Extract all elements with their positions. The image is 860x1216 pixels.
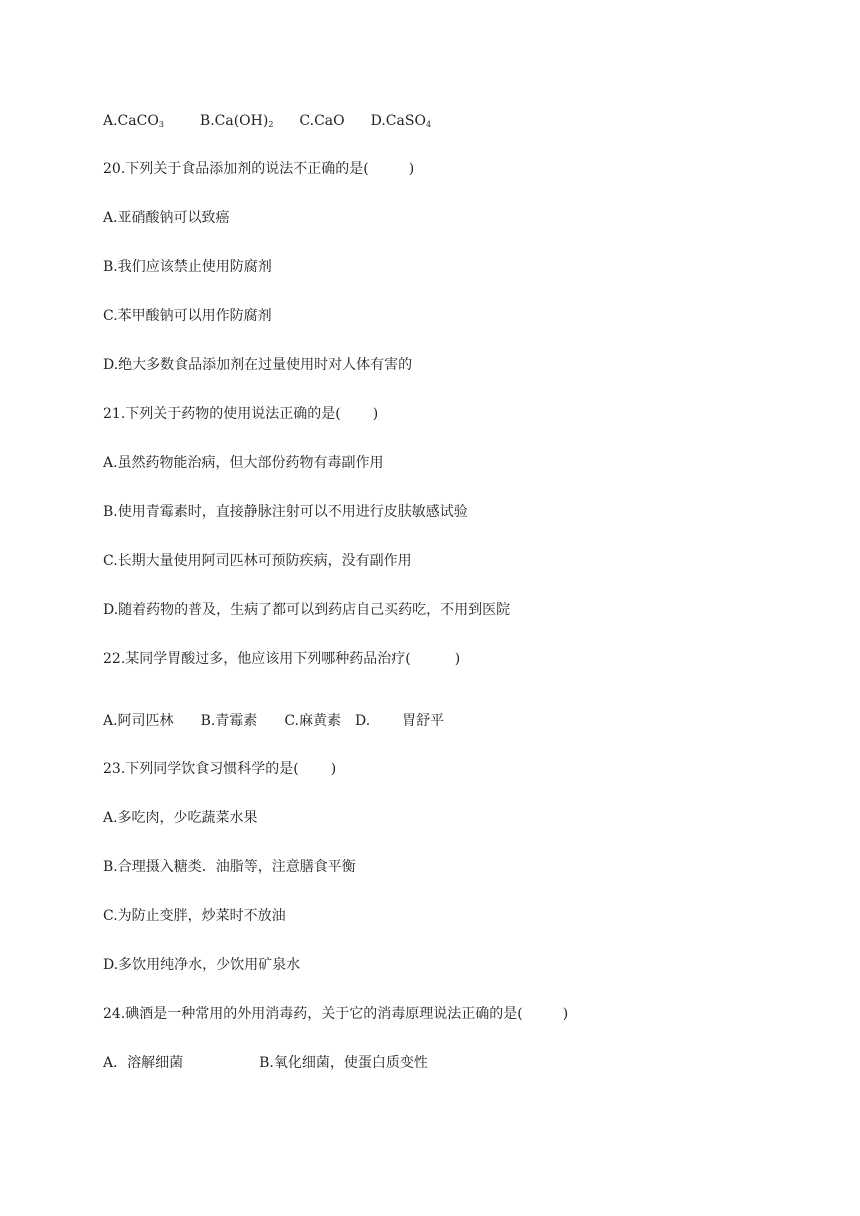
q22-stem: 22.某同学胃酸过多，他应该用下列哪种药品治疗( ) xyxy=(103,651,461,667)
q21-option-a: A.虽然药物能治病，但大部份药物有毒副作用 xyxy=(103,455,384,471)
q20-option-c: C.苯甲酸钠可以用作防腐剂 xyxy=(103,308,272,324)
q22-option-b: B.青霉素 xyxy=(200,713,258,729)
q23-option-b: B.合理摄入糖类．油脂等，注意膳食平衡 xyxy=(103,859,356,875)
q22-option-d-label: D. xyxy=(354,713,371,729)
q22-option-c: C.麻黄素 xyxy=(284,713,341,729)
q21-stem: 21.下列关于药物的使用说法正确的是( ) xyxy=(103,406,379,422)
q22-options xyxy=(103,712,444,730)
q20-option-b: B.我们应该禁止使用防腐剂 xyxy=(103,259,272,275)
q24-option-b: B.氧化细菌，使蛋白质变性 xyxy=(259,1055,428,1071)
q21-option-b: B.使用青霉素时，直接静脉注射可以不用进行皮肤敏感试验 xyxy=(103,504,468,520)
q21-option-c: C.长期大量使用阿司匹林可预防疾病，没有副作用 xyxy=(103,553,412,569)
q19-options xyxy=(103,112,431,130)
q23-option-d: D.多饮用纯净水，少饮用矿泉水 xyxy=(103,957,301,973)
q24-stem: 24.碘酒是一种常用的外用消毒药，关于它的消毒原理说法正确的是( ) xyxy=(103,1006,569,1022)
q20-stem: 20.下列关于食品添加剂的说法不正确的是( ) xyxy=(103,161,415,177)
q19-option-a: A.CaCO$_3$ xyxy=(103,113,164,129)
q21-option-d: D.随着药物的普及，生病了都可以到药店自己买药吃，不用到医院 xyxy=(103,602,511,618)
q24-options xyxy=(103,1054,428,1072)
q24-option-a: A．溶解细菌 xyxy=(103,1055,184,1071)
q22-option-d-text: 胃舒平 xyxy=(402,713,445,729)
q20-option-d: D.绝大多数食品添加剂在过量使用时对人体有害的 xyxy=(103,357,413,373)
q23-option-c: C.为防止变胖，炒菜时不放油 xyxy=(103,908,286,924)
q20-option-a: A.亚硝酸钠可以致癌 xyxy=(103,210,230,226)
q23-option-a: A.多吃肉，少吃蔬菜水果 xyxy=(103,810,258,826)
q23-stem: 23.下列同学饮食习惯科学的是( ) xyxy=(103,761,337,777)
q22-option-a: A.阿司匹林 xyxy=(103,713,174,729)
q19-option-b: $B.Ca(OH)_2$ xyxy=(199,113,274,129)
q19-option-c: C.CaO xyxy=(299,113,345,129)
q19-option-d: D.CaSO$_4$ xyxy=(370,113,432,129)
